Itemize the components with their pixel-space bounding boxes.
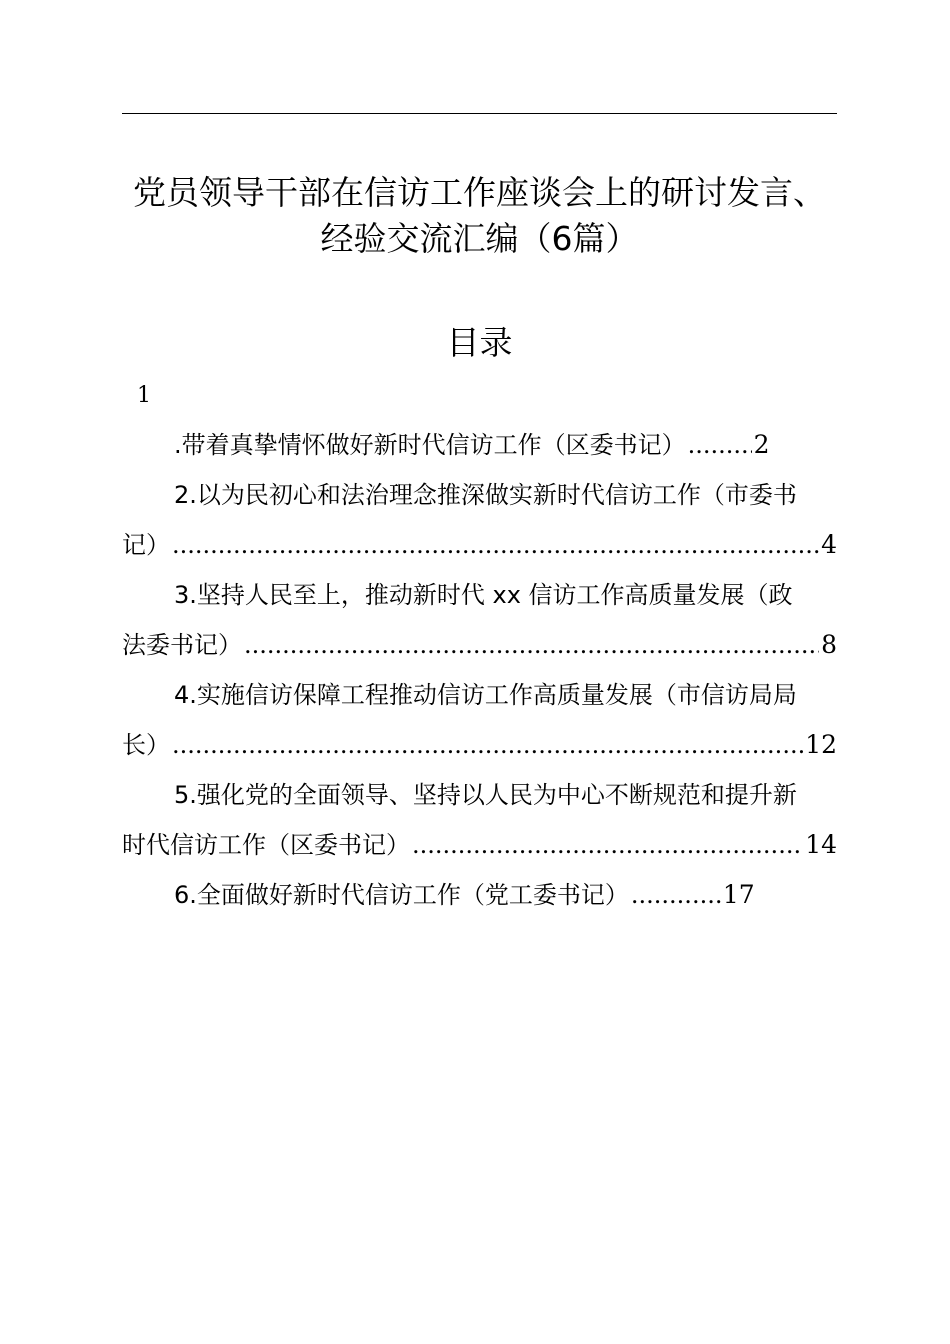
toc-entry-5-text: 5.强化党的全面领导、坚持以人民为中心不断规范和提升新: [174, 781, 797, 809]
toc-entry-4-line-1[interactable]: [122, 670, 837, 720]
table-of-contents: [122, 420, 837, 920]
toc-entry-3-text: 3.坚持人民至上，推动新时代 xx 信访工作高质量发展（政: [174, 581, 793, 609]
toc-entry-3-page: 8: [821, 630, 837, 659]
toc-entry-5-line-1[interactable]: [122, 770, 837, 820]
toc-entry-5-text-cont: 时代信访工作（区委书记）: [122, 831, 410, 859]
toc-entry-4-line-2[interactable]: [122, 720, 837, 770]
toc-leader-dots: [688, 420, 752, 470]
toc-entry-6-text: 6.全面做好新时代信访工作（党工委书记）: [174, 881, 629, 909]
toc-entry-2-text-cont: 记）: [122, 531, 170, 559]
toc-entry-3-text-cont: 法委书记）: [122, 631, 242, 659]
document-title: [122, 170, 837, 262]
toc-entry-4-text-cont: 长）: [122, 731, 170, 759]
toc-entry-2-page: 4: [821, 530, 837, 559]
toc-entry-3-line-2[interactable]: [122, 620, 837, 670]
toc-leader-dots: [631, 870, 721, 920]
toc-entry-2-line-2[interactable]: [122, 520, 837, 570]
toc-entry-1-text: .带着真挚情怀做好新时代信访工作（区委书记）: [174, 431, 686, 459]
toc-entry-2-text: 2.以为民初心和法治理念推深做实新时代信访工作（市委书: [174, 481, 797, 509]
toc-entry-5-line-2[interactable]: [122, 820, 837, 870]
toc-leader-dots: [244, 620, 819, 670]
header-rule: [122, 113, 837, 114]
title-line-2: 经验交流汇编（6篇）: [320, 219, 639, 258]
toc-entry-3-line-1[interactable]: [122, 570, 837, 620]
toc-entry-5-page: 14: [805, 830, 837, 859]
toc-leader-dots: [412, 820, 803, 870]
toc-entry-4-page: 12: [805, 730, 837, 759]
toc-entry-1-page: 2: [753, 430, 770, 459]
toc-leader-dots: [172, 720, 803, 770]
stray-number: 1: [137, 383, 151, 408]
toc-heading: 目录: [446, 323, 513, 362]
toc-leader-dots: [172, 520, 819, 570]
toc-entry-1[interactable]: [122, 420, 837, 470]
toc-entry-4-text: 4.实施信访保障工程推动信访工作高质量发展（市信访局局: [174, 681, 797, 709]
toc-entry-2-line-1[interactable]: [122, 470, 837, 520]
toc-entry-6[interactable]: [122, 870, 837, 920]
toc-entry-6-page: 17: [722, 880, 755, 909]
title-line-1: 党员领导干部在信访工作座谈会上的研讨发言、: [133, 173, 826, 212]
